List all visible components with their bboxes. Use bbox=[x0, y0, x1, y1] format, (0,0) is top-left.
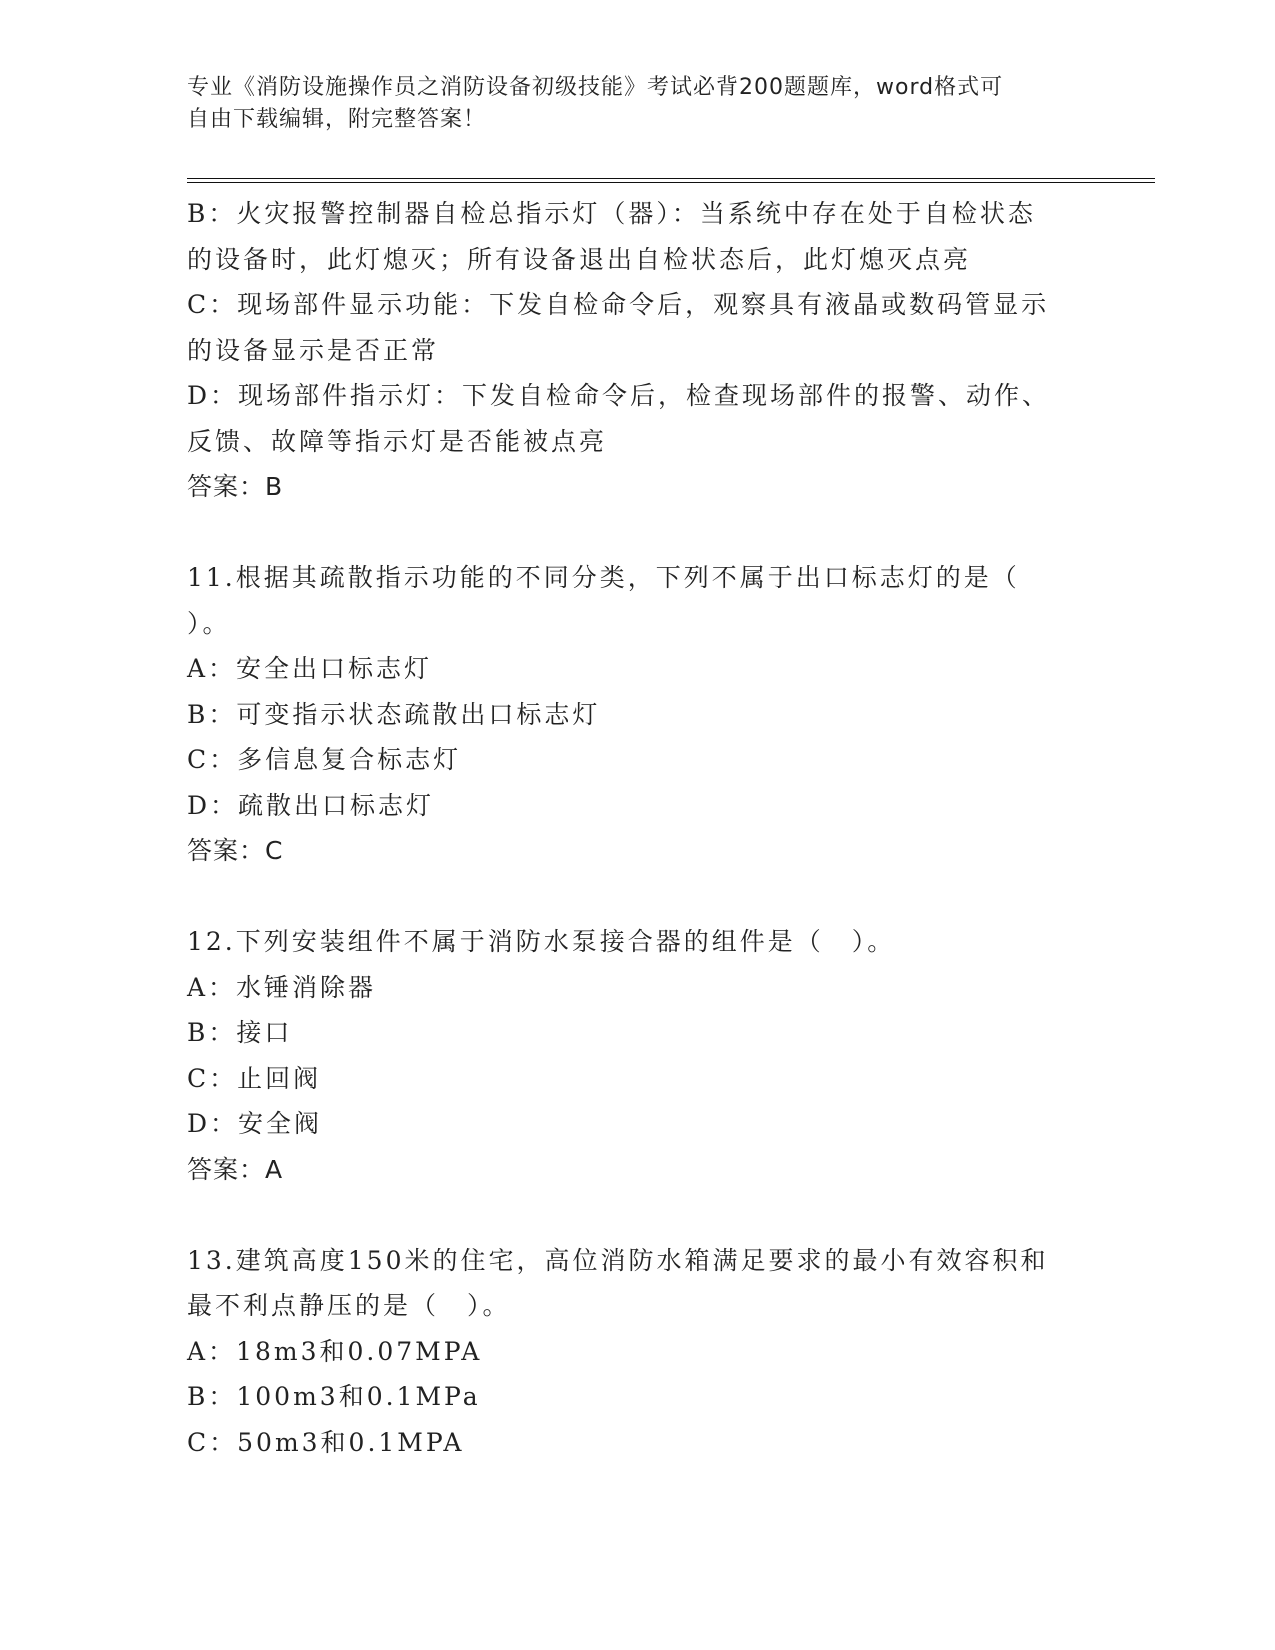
option-b-line-1: B：火灾报警控制器自检总指示灯（器）：当系统中存在处于自检状态 bbox=[187, 199, 1036, 228]
option-b: B：可变指示状态疏散出口标志灯 bbox=[187, 699, 601, 729]
document-header bbox=[187, 72, 1067, 136]
answer: 答案：A bbox=[187, 1154, 284, 1184]
question-block-13 bbox=[187, 1238, 1067, 1466]
option-b: B：接口 bbox=[187, 1018, 293, 1047]
document-body bbox=[187, 191, 1067, 1465]
header-divider-top bbox=[187, 178, 1155, 179]
question-stem-line-1: 11.根据其疏散指示功能的不同分类，下列不属于出口标志灯的是（ bbox=[187, 563, 1020, 592]
answer: 答案：C bbox=[187, 836, 284, 865]
spacer bbox=[187, 1192, 1067, 1238]
answer: 答案：B bbox=[187, 472, 284, 501]
spacer bbox=[187, 874, 1067, 920]
option-a: A：水锤消除器 bbox=[187, 972, 377, 1002]
option-d-line-2: 反馈、故障等指示灯是否能被点亮 bbox=[187, 426, 608, 456]
option-b: B：100m3和0.1MPa bbox=[187, 1382, 481, 1411]
option-c-line-1: C：现场部件显示功能：下发自检命令后，观察具有液晶或数码管显示 bbox=[187, 290, 1050, 319]
option-c-line-2: 的设备显示是否正常 bbox=[187, 335, 440, 365]
option-d-line-1: D：现场部件指示灯：下发自检命令后，检查现场部件的报警、动作、 bbox=[187, 381, 1051, 410]
option-a: A：安全出口标志灯 bbox=[187, 654, 433, 683]
question-block-10 bbox=[187, 191, 1067, 510]
option-c: C：止回阀 bbox=[187, 1063, 322, 1093]
option-d: D：安全阀 bbox=[187, 1109, 323, 1138]
question-block-12 bbox=[187, 919, 1067, 1192]
question-stem: 12.下列安装组件不属于消防水泵接合器的组件是（ ）。 bbox=[187, 927, 896, 956]
question-stem-line-1: 13.建筑高度150米的住宅，高位消防水箱满足要求的最小有效容积和 bbox=[187, 1245, 1049, 1275]
question-stem-line-2: ）。 bbox=[187, 608, 231, 638]
option-c: C：多信息复合标志灯 bbox=[187, 745, 462, 774]
option-c: C：50m3和0.1MPA bbox=[187, 1427, 465, 1457]
option-a: A：18m3和0.07MPA bbox=[187, 1336, 483, 1366]
spacer bbox=[187, 510, 1067, 556]
option-d: D：疏散出口标志灯 bbox=[187, 790, 435, 820]
header-divider-bottom bbox=[187, 182, 1155, 183]
header-line-2: 自由下载编辑，附完整答案！ bbox=[187, 107, 487, 132]
question-stem-line-2: 最不利点静压的是（ ）。 bbox=[187, 1291, 511, 1320]
header-line-1: 专业《消防设施操作员之消防设备初级技能》考试必背200题题库，word格式可 bbox=[187, 75, 1004, 100]
option-b-line-2: 的设备时，此灯熄灭；所有设备退出自检状态后，此灯熄灭点亮 bbox=[187, 244, 972, 274]
question-block-11 bbox=[187, 555, 1067, 874]
